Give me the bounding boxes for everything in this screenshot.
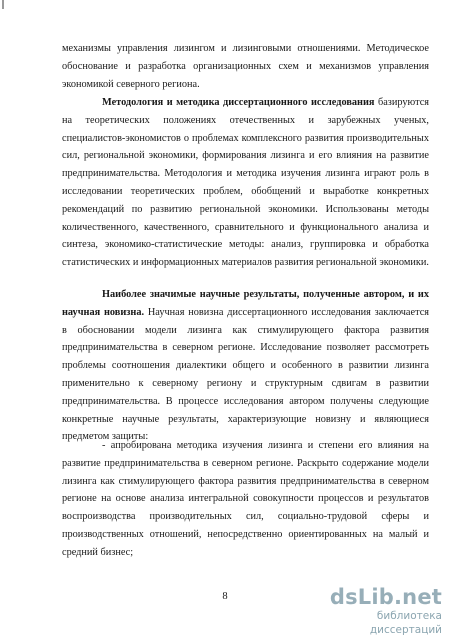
paragraph-novelty <box>62 286 429 446</box>
novelty-heading: Наиболее значимые научные результаты, полученные автором, и их научная новизна. <box>62 289 429 318</box>
result-1-text: - апробирована методика изучения лизинга и степени его влияния на развитие предпринимательства в северном регионе. Раскрыто содержание модели лизинга как стимулирующего фактора развития предпринимательства в северном регионе на основе анализа интегральной совокупности процессов и результатов воспроизводства производительных сил, социально-трудовой сферы и производственных отношений, непосредственно ориентированных на малый и средний бизнес; <box>62 440 429 558</box>
novelty-text: Научная новизна диссертационного исследования заключается в обосновании модели лизинга как стимулирующего фактора развития предпринимательства в северном регионе. Исследование позволяет рассмотреть проблемы соотношения диалектики общего и особенного в развитии лизинга применительно к северному региону и структурным сдвигам в развитии предпринимательства. В процессе исследования автором получены следующие конкретные научные результаты, характеризующие новизну и являющиеся предметом защиты: <box>62 306 429 443</box>
watermark <box>314 585 442 636</box>
paragraph-result-1 <box>62 437 429 562</box>
watermark-subtitle: библиотека диссертаций <box>369 610 442 636</box>
scan-artifact-mark <box>1 0 5 9</box>
page-number: 8 <box>222 591 228 602</box>
methodology-text: базируются на теоретических положениях отечественных и зарубежных ученых, специалистов-экономистов о проблемах комплексного развития производительных сил, региональной экономики, формирования лизинга и его влияния на развитие предпринимательства. Методология и методика изучения лизинга играют роль в исследовании теоретических проблем, обобщений и выработке конкретных рекомендаций по развитию региональной экономики. Использованы методы количественного, качественного, сравнительного и функционального анализа и синтеза, экономико-статистические методы: анализ, группировка и обработка статистических и информационных материалов развития региональной экономики. <box>62 97 429 269</box>
paragraph-methodology <box>62 94 429 272</box>
paragraph-intro-text: механизмы управления лизингом и лизинговыми отношениями. Методическое обоснование и разработка организационных схем и механизмов управления экономикой северного региона. <box>62 43 429 90</box>
paragraph-intro <box>62 40 429 93</box>
methodology-heading: Методология и методика диссертационного исследования <box>102 97 375 108</box>
watermark-logo: dsLib.net <box>329 585 442 609</box>
